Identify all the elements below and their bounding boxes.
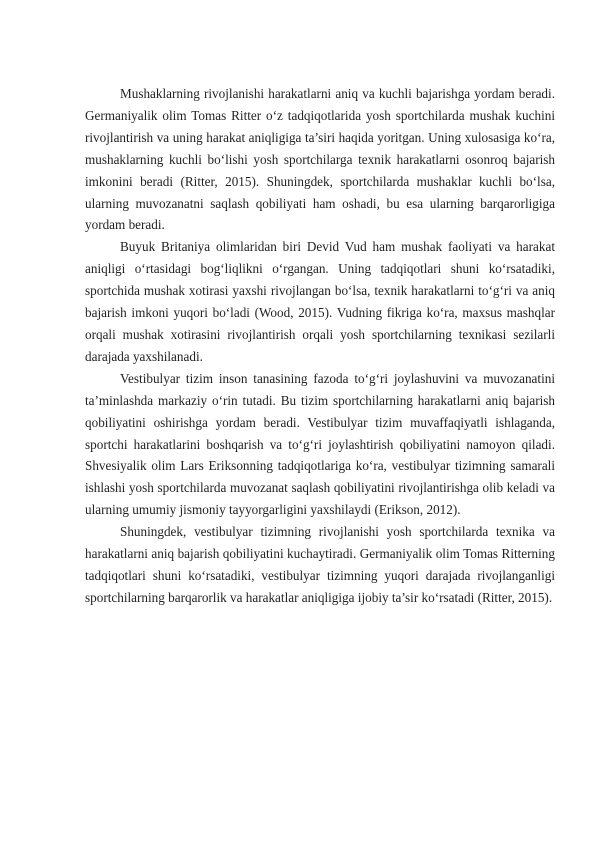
paragraph-muscle-development: Mushaklarning rivojlanishi harakatlarni aniq va kuchli bajarishga yordam beradi. Germaniyalik olim Tomas Ritter o‘z tadqiqotlarida yosh sportchilarda mushak kuchini rivojlantirish va uning harakat aniqligiga ta’siri haqida yoritgan. Uning xulosasiga ko‘ra, mushaklarning kuchli bo‘lishi yosh sportchilarga texnik harakatlarni osonroq bajarish imkonini beradi (Ritter, 2015). Shuningdek, sportchilarda mushaklar kuchli bo‘lsa, ularning muvozanatni saqlash qobiliyati ham oshadi, bu esa ularning barqarorligiga yordam beradi. <box>85 86 555 233</box>
paragraph-wood-research: Buyuk Britaniya olimlaridan biri Devid Vud ham mushak faoliyati va harakat aniqligi o‘rtasidagi bog‘liqlikni o‘rgangan. Uning tadqiqotlari shuni ko‘rsatadiki, sportchida mushak xotirasi yaxshi rivojlangan bo‘lsa, texnik harakatlarni to‘g‘ri va aniq bajarish imkoni yuqori bo‘ladi (Wood, 2015). Vudning fikriga ko‘ra, maxsus mashqlar orqali mushak xotirasini rivojlantirish orqali yosh sportchilarning texnikasi sezilarli darajada yaxshilanadi. <box>85 239 555 364</box>
paragraph-vestibular-system: Vestibulyar tizim inson tanasining fazoda to‘g‘ri joylashuvini va muvozanatini ta’minlashda markaziy o‘rin tutadi. Bu tizim sportchilarning harakatlarni aniq bajarish qobiliyatini oshirishga yordam beradi. Vestibulyar tizim muvaffaqiyatli ishlaganda, sportchi harakatlarini boshqarish va to‘g‘ri joylashtirish qobiliyatini namoyon qiladi. Shvesiyalik olim Lars Eriksonning tadqiqotlariga ko‘ra, vestibulyar tizimning samarali ishlashi yosh sportchilarda muvozanat saqlash qobiliyatini rivojlantirishga olib keladi va ularning umumiy jismoniy tayyorgarligini yaxshilaydi (Erikson, 2012). <box>85 370 555 518</box>
document-body <box>85 83 555 609</box>
paragraph-ritter-conclusion: Shuningdek, vestibulyar tizimning rivojlanishi yosh sportchilarda texnika va harakatlarni aniq bajarish qobiliyatini kuchaytiradi. Germaniyalik olim Tomas Ritterning tadqiqotlari shuni ko‘rsatadiki, vestibulyar tizimning yuqori darajada rivojlanganligi sportchilarning barqarorlik va harakatlar aniqligiga ijobiy ta’sir ko‘rsatadi (Ritter, 2015). <box>85 524 555 605</box>
